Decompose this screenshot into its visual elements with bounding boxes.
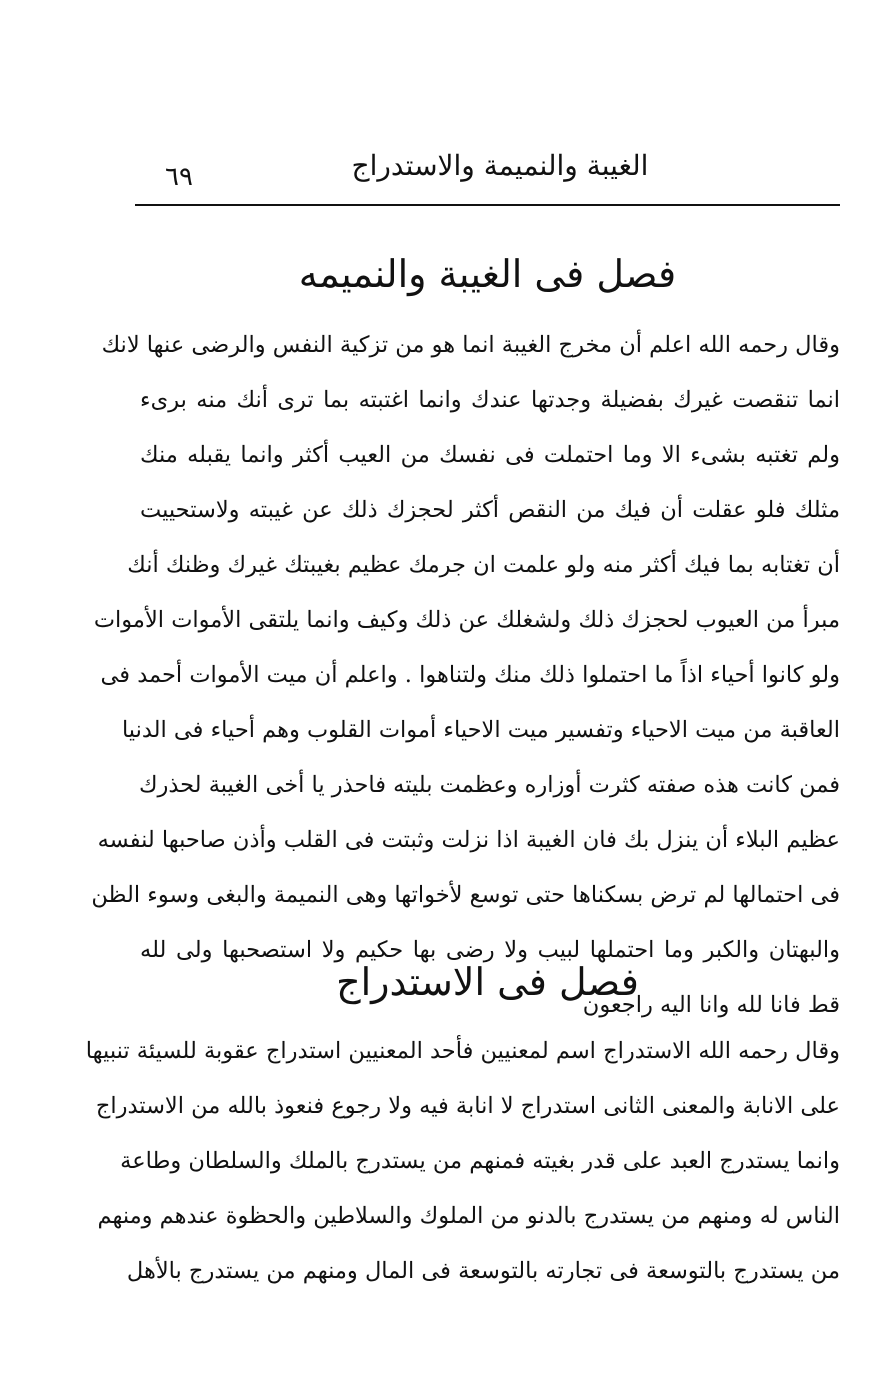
text-line: الناس له ومنهم من يستدرج بالدنو من الملوك والسلاطين والحظوة عندهم ومنهم [97, 1203, 840, 1229]
page-number: ٦٩ [165, 162, 193, 192]
running-header [135, 148, 840, 196]
section-body-istidraj [85, 1024, 840, 1299]
text-line: من يستدرج بالتوسعة فى تجارته بالتوسعة فى المال ومنهم من يستدرج بالأهل [126, 1258, 840, 1284]
text-line: فى احتمالها لم ترض بسكناها حتى توسع لأخواتها وهى النميمة والبغى وسوء الظن [91, 882, 840, 908]
text-line: قط فانا لله وانا اليه راجعون [582, 992, 840, 1018]
header-rule [135, 204, 840, 206]
text-line: ولم تغتبه بشىء الا وما احتملت فى نفسك من العيب أكثر وانما يقبله منك [140, 442, 840, 468]
text-line: ولو كانوا أحياء اذاً ما احتملوا ذلك منك ولتناهوا . واعلم أن ميت الأموات أحمد فى [100, 662, 840, 688]
text-line: فمن كانت هذه صفته كثرت أوزاره وعظمت بليته فاحذر يا أخى الغيبة لحذرك [138, 772, 840, 798]
running-title: الغيبة والنميمة والاستدراج [351, 149, 649, 182]
text-line: مثلك فلو عقلت أن فيك من النقص أكثر لحجزك ذلك عن غيبته ولاستحييت [140, 497, 840, 523]
text-line: وقال رحمه الله الاستدراج اسم لمعنيين فأحد المعنيين استدراج عقوبة للسيئة تنبيها [85, 1038, 840, 1064]
text-line: والبهتان والكبر وما احتملها لبيب ولا رضى بها حكيم ولا استصحبها ولى لله [140, 937, 840, 963]
section-heading-backbiting: فصل فى الغيبة والنميمه [298, 252, 677, 296]
text-line: انما تنقصت غيرك بفضيلة وجدتها عندك وانما اغتبته بما ترى أنك منه برىء [140, 387, 840, 413]
text-line: أن تغتابه بما فيك أكثر منه ولو علمت ان جرمك عظيم بغيبتك غيرك وظنك أنك [127, 552, 840, 578]
text-line: على الانابة والمعنى الثانى استدراج لا انابة فيه ولا رجوع فنعوذ بالله من الاستدراج [95, 1093, 840, 1119]
text-line: العاقبة من ميت الاحياء وتفسير ميت الاحياء أموات القلوب وهم أحياء فى الدنيا [121, 717, 840, 743]
text-line: عظيم البلاء أن ينزل بك فان الغيبة اذا نزلت وثبتت فى القلب وأذن صاحبها لنفسه [97, 827, 840, 853]
section-heading-istidraj: فصل فى الاستدراج [336, 960, 639, 1004]
section-body-backbiting [91, 318, 840, 1033]
text-line: مبرأ من العيوب لحجزك ذلك ولشغلك عن ذلك وكيف وانما يلتقى الأموات الأموات [93, 607, 840, 633]
text-line: وقال رحمه الله اعلم أن مخرج الغيبة انما هو من تزكية النفس والرضى عنها لانك [101, 332, 840, 358]
text-line: وانما يستدرج العبد على قدر بغيته فمنهم من يستدرج بالملك والسلطان وطاعة [120, 1148, 840, 1174]
